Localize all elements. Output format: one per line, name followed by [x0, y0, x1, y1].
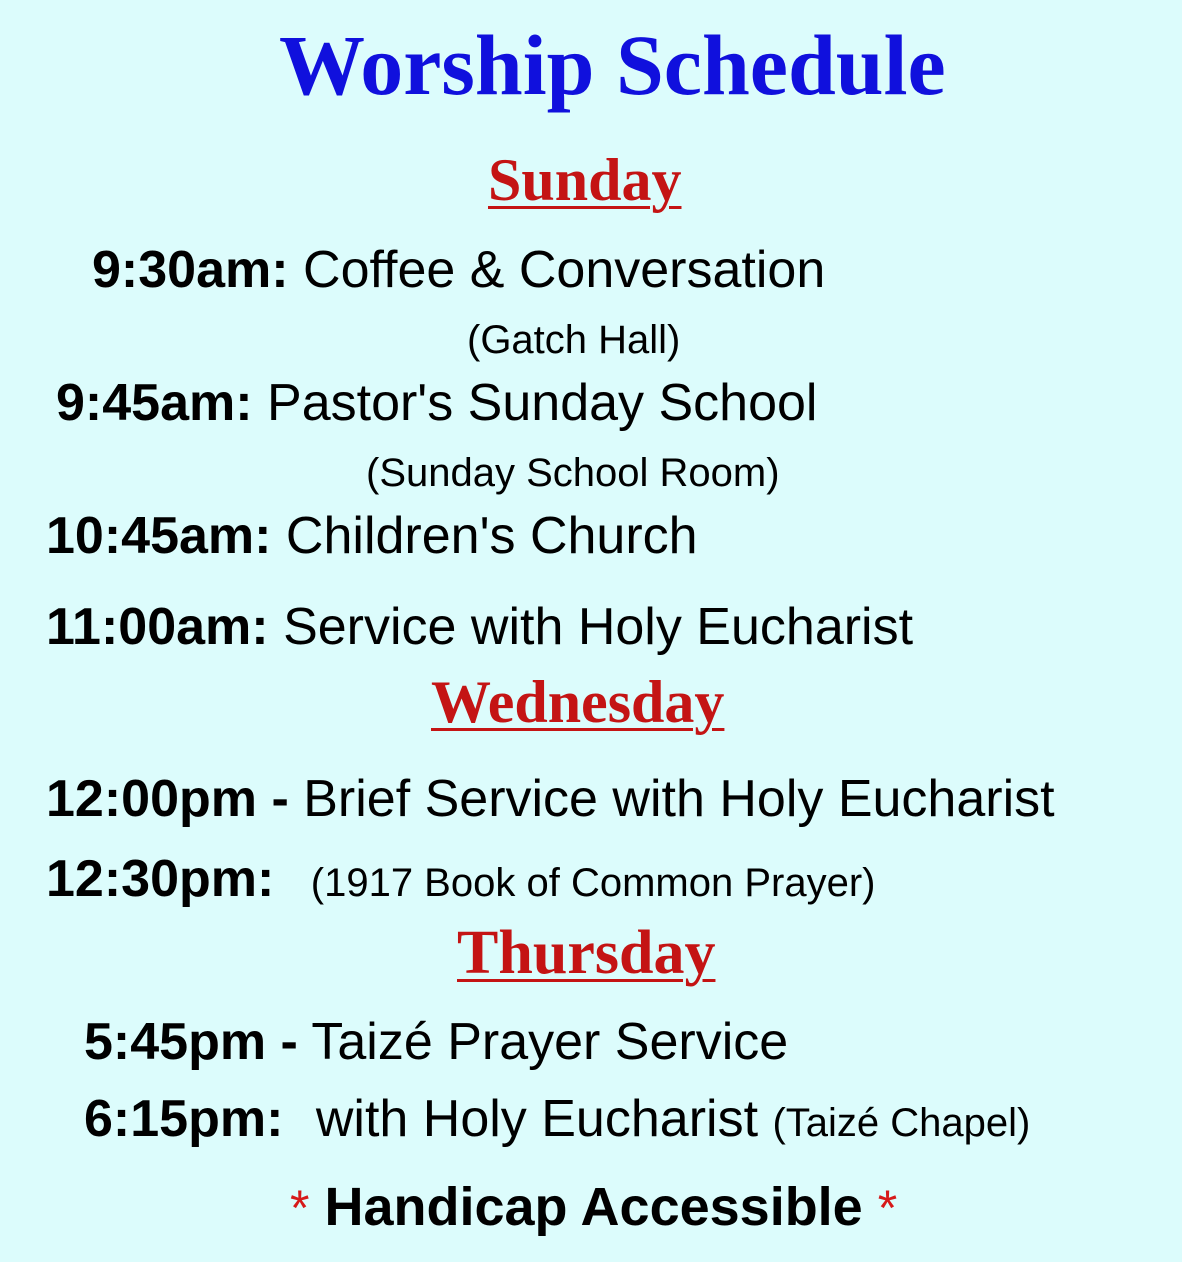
schedule-time: 9:30am:	[92, 241, 289, 299]
schedule-location: (Taizé Chapel)	[772, 1101, 1031, 1145]
schedule-item-sunday-0930	[92, 241, 826, 299]
schedule-label: with Holy Eucharist	[315, 1090, 759, 1148]
schedule-time: 6:15pm:	[84, 1090, 284, 1148]
schedule-label: Service with Holy Eucharist	[283, 598, 914, 656]
sunday-heading: Sunday	[488, 147, 682, 213]
schedule-item-wednesday-start	[46, 770, 1055, 828]
schedule-item-sunday-1045	[46, 507, 698, 565]
schedule-item-sunday-0945	[56, 374, 818, 432]
schedule-time: 5:45pm -	[84, 1013, 298, 1071]
schedule-time: 10:45am:	[46, 507, 272, 565]
schedule-item-thursday-end	[84, 1090, 1031, 1148]
schedule-item-sunday-1100	[46, 598, 914, 656]
schedule-location: (Gatch Hall)	[467, 318, 681, 362]
schedule-time: 12:00pm -	[46, 770, 289, 828]
schedule-time: 9:45am:	[56, 374, 253, 432]
schedule-location: (Sunday School Room)	[366, 451, 780, 495]
page-title: Worship Schedule	[279, 17, 946, 113]
wednesday-heading: Wednesday	[431, 669, 725, 735]
schedule-time: 12:30pm:	[46, 850, 275, 908]
asterisk-icon: *	[877, 1180, 898, 1236]
schedule-item-thursday-start	[84, 1013, 789, 1071]
accessibility-text: Handicap Accessible	[324, 1177, 863, 1237]
schedule-label: Coffee & Conversation	[303, 241, 826, 299]
schedule-label: Taizé Prayer Service	[311, 1013, 789, 1071]
schedule-label: Pastor's Sunday School	[267, 374, 818, 432]
schedule-note: (1917 Book of Common Prayer)	[310, 861, 876, 905]
schedule-item-wednesday-end	[46, 850, 876, 908]
thursday-heading: Thursday	[457, 919, 716, 987]
accessibility-note	[290, 1177, 898, 1237]
schedule-time: 11:00am:	[46, 598, 269, 656]
schedule-label: Brief Service with Holy Eucharist	[303, 770, 1055, 828]
asterisk-icon: *	[290, 1180, 310, 1236]
schedule-label: Children's Church	[285, 507, 698, 565]
